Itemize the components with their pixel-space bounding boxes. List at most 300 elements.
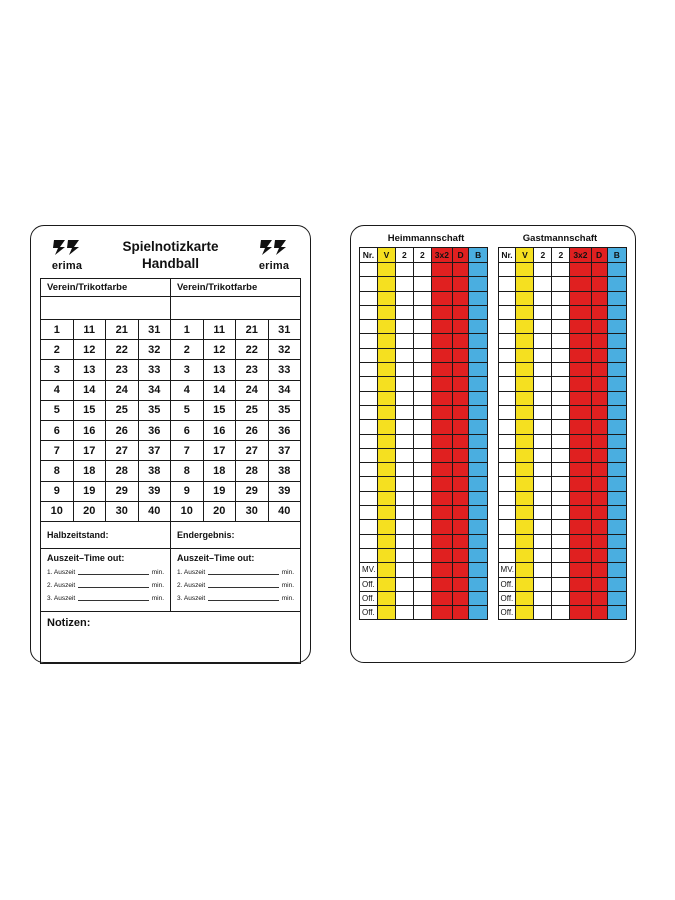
player-number-cell[interactable]: 2 bbox=[41, 340, 74, 360]
score-cell[interactable] bbox=[469, 391, 488, 405]
score-cell[interactable] bbox=[591, 334, 607, 348]
score-cell[interactable] bbox=[516, 334, 534, 348]
score-cell[interactable] bbox=[498, 377, 516, 391]
timeout-line[interactable] bbox=[177, 593, 294, 603]
score-cell[interactable] bbox=[516, 348, 534, 362]
score-cell[interactable] bbox=[552, 506, 570, 520]
score-cell[interactable] bbox=[431, 548, 452, 562]
score-cell[interactable] bbox=[607, 506, 626, 520]
score-cell[interactable] bbox=[534, 534, 552, 548]
score-cell[interactable] bbox=[552, 348, 570, 362]
timeout-write-line[interactable] bbox=[208, 593, 279, 601]
score-cell[interactable] bbox=[469, 277, 488, 291]
score-cell[interactable] bbox=[452, 277, 468, 291]
score-cell[interactable] bbox=[570, 320, 591, 334]
score-cell[interactable] bbox=[534, 291, 552, 305]
score-cell[interactable] bbox=[516, 548, 534, 562]
player-number-cell[interactable]: 37 bbox=[268, 441, 301, 461]
score-cell[interactable] bbox=[534, 363, 552, 377]
timeout-line[interactable] bbox=[177, 567, 294, 577]
score-cell[interactable] bbox=[591, 606, 607, 620]
score-cell[interactable] bbox=[360, 291, 378, 305]
player-number-cell[interactable]: 14 bbox=[73, 380, 106, 400]
score-cell[interactable] bbox=[377, 591, 395, 605]
score-cell[interactable] bbox=[591, 320, 607, 334]
score-cell[interactable] bbox=[498, 534, 516, 548]
score-cell[interactable] bbox=[377, 320, 395, 334]
score-cell[interactable] bbox=[377, 334, 395, 348]
player-number-cell[interactable]: 4 bbox=[171, 380, 204, 400]
score-cell[interactable] bbox=[413, 463, 431, 477]
score-cell[interactable] bbox=[431, 291, 452, 305]
player-number-cell[interactable]: 6 bbox=[41, 420, 74, 440]
score-cell[interactable] bbox=[591, 291, 607, 305]
score-cell[interactable] bbox=[607, 434, 626, 448]
score-cell[interactable] bbox=[469, 363, 488, 377]
score-cell[interactable] bbox=[498, 463, 516, 477]
score-cell[interactable] bbox=[377, 448, 395, 462]
score-cell[interactable] bbox=[591, 434, 607, 448]
score-cell[interactable] bbox=[552, 405, 570, 419]
score-cell[interactable] bbox=[395, 506, 413, 520]
score-cell[interactable] bbox=[591, 263, 607, 277]
player-number-cell[interactable]: 8 bbox=[41, 461, 74, 481]
score-cell[interactable] bbox=[607, 263, 626, 277]
score-cell[interactable] bbox=[377, 534, 395, 548]
score-cell[interactable] bbox=[534, 405, 552, 419]
score-cell[interactable] bbox=[607, 334, 626, 348]
score-cell[interactable] bbox=[570, 520, 591, 534]
score-cell[interactable] bbox=[498, 291, 516, 305]
score-cell[interactable] bbox=[413, 391, 431, 405]
player-number-cell[interactable]: 30 bbox=[106, 501, 139, 521]
score-cell[interactable] bbox=[552, 591, 570, 605]
score-cell[interactable] bbox=[395, 563, 413, 577]
player-number-cell[interactable]: 21 bbox=[236, 320, 269, 340]
score-cell[interactable] bbox=[591, 363, 607, 377]
player-number-cell[interactable]: 34 bbox=[268, 380, 301, 400]
score-cell[interactable] bbox=[552, 263, 570, 277]
score-cell[interactable] bbox=[607, 477, 626, 491]
score-cell[interactable] bbox=[607, 305, 626, 319]
score-cell[interactable] bbox=[452, 420, 468, 434]
score-cell[interactable] bbox=[591, 477, 607, 491]
score-cell[interactable] bbox=[395, 534, 413, 548]
score-cell[interactable] bbox=[431, 491, 452, 505]
score-cell[interactable] bbox=[395, 591, 413, 605]
team-name-input-left[interactable] bbox=[41, 297, 171, 320]
score-cell[interactable] bbox=[413, 577, 431, 591]
score-cell[interactable] bbox=[413, 606, 431, 620]
score-cell[interactable] bbox=[552, 277, 570, 291]
timeout-line[interactable] bbox=[47, 567, 164, 577]
score-cell[interactable] bbox=[413, 534, 431, 548]
score-cell[interactable] bbox=[395, 291, 413, 305]
score-cell[interactable] bbox=[591, 548, 607, 562]
score-cell[interactable] bbox=[395, 477, 413, 491]
player-number-cell[interactable]: 38 bbox=[138, 461, 171, 481]
player-number-cell[interactable]: 23 bbox=[106, 360, 139, 380]
score-cell[interactable] bbox=[516, 491, 534, 505]
score-cell[interactable] bbox=[516, 377, 534, 391]
score-cell[interactable] bbox=[377, 377, 395, 391]
score-cell[interactable] bbox=[570, 534, 591, 548]
score-cell[interactable] bbox=[360, 548, 378, 562]
score-cell[interactable] bbox=[360, 277, 378, 291]
score-cell[interactable] bbox=[591, 391, 607, 405]
score-cell[interactable] bbox=[516, 291, 534, 305]
score-cell[interactable] bbox=[377, 305, 395, 319]
score-cell[interactable] bbox=[413, 520, 431, 534]
score-cell[interactable] bbox=[377, 506, 395, 520]
score-cell[interactable] bbox=[452, 563, 468, 577]
score-cell[interactable] bbox=[360, 448, 378, 462]
score-cell[interactable] bbox=[469, 577, 488, 591]
score-cell[interactable] bbox=[516, 534, 534, 548]
player-number-cell[interactable]: 13 bbox=[73, 360, 106, 380]
player-number-cell[interactable]: 31 bbox=[138, 320, 171, 340]
score-cell[interactable] bbox=[377, 520, 395, 534]
player-number-cell[interactable]: 3 bbox=[41, 360, 74, 380]
player-number-cell[interactable]: 5 bbox=[41, 400, 74, 420]
score-cell[interactable] bbox=[452, 448, 468, 462]
player-number-cell[interactable]: 3 bbox=[171, 360, 204, 380]
score-cell[interactable] bbox=[570, 506, 591, 520]
score-cell[interactable] bbox=[516, 520, 534, 534]
score-cell[interactable] bbox=[516, 506, 534, 520]
score-cell[interactable] bbox=[498, 520, 516, 534]
score-cell[interactable] bbox=[452, 377, 468, 391]
score-cell[interactable] bbox=[360, 491, 378, 505]
score-cell[interactable] bbox=[591, 534, 607, 548]
score-cell[interactable] bbox=[534, 434, 552, 448]
score-cell[interactable] bbox=[452, 291, 468, 305]
score-cell[interactable] bbox=[570, 377, 591, 391]
player-number-cell[interactable]: 37 bbox=[138, 441, 171, 461]
score-cell[interactable] bbox=[534, 548, 552, 562]
score-cell[interactable] bbox=[607, 563, 626, 577]
score-cell[interactable] bbox=[534, 591, 552, 605]
score-cell[interactable] bbox=[570, 477, 591, 491]
score-cell[interactable] bbox=[377, 548, 395, 562]
score-cell[interactable] bbox=[395, 463, 413, 477]
score-cell[interactable] bbox=[516, 391, 534, 405]
score-cell[interactable] bbox=[552, 363, 570, 377]
player-number-cell[interactable]: 7 bbox=[41, 441, 74, 461]
score-cell[interactable] bbox=[552, 520, 570, 534]
score-cell[interactable] bbox=[516, 563, 534, 577]
score-cell[interactable] bbox=[377, 434, 395, 448]
player-number-cell[interactable]: 34 bbox=[138, 380, 171, 400]
player-number-cell[interactable]: 8 bbox=[171, 461, 204, 481]
player-number-cell[interactable]: 26 bbox=[106, 420, 139, 440]
score-cell[interactable] bbox=[534, 277, 552, 291]
score-cell[interactable] bbox=[607, 548, 626, 562]
score-cell[interactable] bbox=[570, 263, 591, 277]
score-cell[interactable] bbox=[469, 506, 488, 520]
player-number-cell[interactable]: 4 bbox=[41, 380, 74, 400]
player-number-cell[interactable]: 5 bbox=[171, 400, 204, 420]
score-cell[interactable] bbox=[452, 534, 468, 548]
score-cell[interactable] bbox=[516, 305, 534, 319]
score-cell[interactable] bbox=[516, 591, 534, 605]
player-number-cell[interactable]: 27 bbox=[106, 441, 139, 461]
score-cell[interactable] bbox=[498, 277, 516, 291]
score-cell[interactable] bbox=[591, 377, 607, 391]
timeout-line[interactable] bbox=[177, 580, 294, 590]
player-number-cell[interactable]: 29 bbox=[236, 481, 269, 501]
score-cell[interactable] bbox=[395, 577, 413, 591]
score-cell[interactable] bbox=[498, 334, 516, 348]
score-cell[interactable] bbox=[395, 391, 413, 405]
score-cell[interactable] bbox=[552, 463, 570, 477]
score-cell[interactable] bbox=[570, 463, 591, 477]
score-cell[interactable] bbox=[452, 434, 468, 448]
score-cell[interactable] bbox=[607, 420, 626, 434]
score-cell[interactable] bbox=[570, 577, 591, 591]
score-cell[interactable] bbox=[516, 277, 534, 291]
score-cell[interactable] bbox=[395, 448, 413, 462]
score-cell[interactable] bbox=[413, 305, 431, 319]
score-cell[interactable] bbox=[377, 363, 395, 377]
score-cell[interactable] bbox=[534, 320, 552, 334]
player-number-cell[interactable]: 7 bbox=[171, 441, 204, 461]
score-cell[interactable] bbox=[413, 377, 431, 391]
score-cell[interactable] bbox=[498, 348, 516, 362]
score-cell[interactable] bbox=[516, 405, 534, 419]
score-cell[interactable] bbox=[498, 506, 516, 520]
player-number-cell[interactable]: 2 bbox=[171, 340, 204, 360]
score-cell[interactable] bbox=[452, 348, 468, 362]
score-cell[interactable] bbox=[413, 334, 431, 348]
notes-field[interactable]: Notizen: bbox=[41, 611, 301, 663]
score-cell[interactable] bbox=[534, 520, 552, 534]
score-cell[interactable] bbox=[413, 363, 431, 377]
player-number-cell[interactable]: 19 bbox=[203, 481, 236, 501]
player-number-cell[interactable]: 17 bbox=[203, 441, 236, 461]
score-cell[interactable] bbox=[452, 520, 468, 534]
score-cell[interactable] bbox=[395, 320, 413, 334]
player-number-cell[interactable]: 33 bbox=[138, 360, 171, 380]
player-number-cell[interactable]: 18 bbox=[203, 461, 236, 481]
score-cell[interactable] bbox=[591, 277, 607, 291]
timeout-write-line[interactable] bbox=[208, 580, 279, 588]
player-number-cell[interactable]: 10 bbox=[41, 501, 74, 521]
score-cell[interactable] bbox=[360, 420, 378, 434]
score-cell[interactable] bbox=[413, 506, 431, 520]
score-cell[interactable] bbox=[469, 606, 488, 620]
score-cell[interactable] bbox=[452, 334, 468, 348]
score-cell[interactable] bbox=[534, 334, 552, 348]
score-cell[interactable] bbox=[469, 491, 488, 505]
score-cell[interactable] bbox=[452, 491, 468, 505]
score-cell[interactable] bbox=[534, 448, 552, 462]
score-cell[interactable] bbox=[431, 377, 452, 391]
player-number-cell[interactable]: 35 bbox=[138, 400, 171, 420]
score-cell[interactable] bbox=[431, 477, 452, 491]
score-cell[interactable] bbox=[431, 577, 452, 591]
score-cell[interactable] bbox=[431, 263, 452, 277]
score-cell[interactable] bbox=[570, 420, 591, 434]
score-cell[interactable] bbox=[469, 348, 488, 362]
score-cell[interactable] bbox=[552, 377, 570, 391]
score-cell[interactable] bbox=[377, 477, 395, 491]
player-number-cell[interactable]: 12 bbox=[203, 340, 236, 360]
halftime-score-field[interactable]: Halbzeitstand: bbox=[41, 521, 171, 548]
score-cell[interactable] bbox=[413, 591, 431, 605]
score-cell[interactable] bbox=[591, 520, 607, 534]
player-number-cell[interactable]: 23 bbox=[236, 360, 269, 380]
player-number-cell[interactable]: 9 bbox=[171, 481, 204, 501]
player-number-cell[interactable]: 28 bbox=[106, 461, 139, 481]
score-cell[interactable] bbox=[469, 448, 488, 462]
player-number-cell[interactable]: 9 bbox=[41, 481, 74, 501]
score-cell[interactable] bbox=[395, 548, 413, 562]
score-cell[interactable] bbox=[498, 305, 516, 319]
score-cell[interactable] bbox=[413, 448, 431, 462]
timeout-write-line[interactable] bbox=[78, 580, 149, 588]
score-cell[interactable] bbox=[552, 391, 570, 405]
player-number-cell[interactable]: 10 bbox=[171, 501, 204, 521]
score-cell[interactable] bbox=[469, 377, 488, 391]
score-cell[interactable] bbox=[360, 463, 378, 477]
score-cell[interactable] bbox=[591, 591, 607, 605]
player-number-cell[interactable]: 22 bbox=[106, 340, 139, 360]
score-cell[interactable] bbox=[360, 363, 378, 377]
score-cell[interactable] bbox=[591, 563, 607, 577]
score-cell[interactable] bbox=[469, 420, 488, 434]
player-number-cell[interactable]: 13 bbox=[203, 360, 236, 380]
score-cell[interactable] bbox=[395, 434, 413, 448]
score-cell[interactable] bbox=[570, 363, 591, 377]
score-cell[interactable] bbox=[570, 305, 591, 319]
score-cell[interactable] bbox=[516, 577, 534, 591]
score-cell[interactable] bbox=[591, 405, 607, 419]
player-number-cell[interactable]: 26 bbox=[236, 420, 269, 440]
score-cell[interactable] bbox=[413, 263, 431, 277]
score-cell[interactable] bbox=[431, 506, 452, 520]
score-cell[interactable] bbox=[395, 263, 413, 277]
score-cell[interactable] bbox=[591, 577, 607, 591]
player-number-cell[interactable]: 16 bbox=[203, 420, 236, 440]
score-cell[interactable] bbox=[431, 563, 452, 577]
score-cell[interactable] bbox=[452, 548, 468, 562]
score-cell[interactable] bbox=[377, 577, 395, 591]
score-cell[interactable] bbox=[591, 491, 607, 505]
player-number-cell[interactable]: 25 bbox=[106, 400, 139, 420]
score-cell[interactable] bbox=[360, 506, 378, 520]
score-cell[interactable] bbox=[413, 420, 431, 434]
score-cell[interactable] bbox=[534, 348, 552, 362]
score-cell[interactable] bbox=[377, 606, 395, 620]
score-cell[interactable] bbox=[469, 291, 488, 305]
player-number-cell[interactable]: 12 bbox=[73, 340, 106, 360]
timeout-line[interactable] bbox=[47, 593, 164, 603]
player-number-cell[interactable]: 1 bbox=[41, 320, 74, 340]
score-cell[interactable] bbox=[452, 477, 468, 491]
player-number-cell[interactable]: 33 bbox=[268, 360, 301, 380]
score-cell[interactable] bbox=[607, 448, 626, 462]
score-cell[interactable] bbox=[431, 463, 452, 477]
score-cell[interactable] bbox=[552, 534, 570, 548]
score-cell[interactable] bbox=[377, 420, 395, 434]
score-cell[interactable] bbox=[452, 506, 468, 520]
score-cell[interactable] bbox=[360, 348, 378, 362]
player-number-cell[interactable]: 20 bbox=[73, 501, 106, 521]
score-cell[interactable] bbox=[377, 277, 395, 291]
score-cell[interactable] bbox=[431, 534, 452, 548]
player-number-cell[interactable]: 36 bbox=[268, 420, 301, 440]
score-cell[interactable] bbox=[469, 563, 488, 577]
timeout-write-line[interactable] bbox=[78, 567, 149, 575]
score-cell[interactable] bbox=[431, 591, 452, 605]
score-cell[interactable] bbox=[431, 420, 452, 434]
score-cell[interactable] bbox=[607, 577, 626, 591]
score-cell[interactable] bbox=[498, 391, 516, 405]
score-cell[interactable] bbox=[534, 420, 552, 434]
score-cell[interactable] bbox=[431, 606, 452, 620]
score-cell[interactable] bbox=[395, 348, 413, 362]
score-cell[interactable] bbox=[360, 520, 378, 534]
footer-row-label[interactable]: Off. bbox=[360, 591, 378, 605]
player-number-cell[interactable]: 30 bbox=[236, 501, 269, 521]
player-number-cell[interactable]: 22 bbox=[236, 340, 269, 360]
score-cell[interactable] bbox=[516, 263, 534, 277]
player-number-cell[interactable]: 15 bbox=[73, 400, 106, 420]
player-number-cell[interactable]: 19 bbox=[73, 481, 106, 501]
player-number-cell[interactable]: 20 bbox=[203, 501, 236, 521]
player-number-cell[interactable]: 39 bbox=[138, 481, 171, 501]
score-cell[interactable] bbox=[452, 263, 468, 277]
score-cell[interactable] bbox=[552, 420, 570, 434]
score-cell[interactable] bbox=[607, 534, 626, 548]
player-number-cell[interactable]: 31 bbox=[268, 320, 301, 340]
player-number-cell[interactable]: 28 bbox=[236, 461, 269, 481]
score-cell[interactable] bbox=[431, 277, 452, 291]
player-number-cell[interactable]: 6 bbox=[171, 420, 204, 440]
footer-row-label[interactable]: Off. bbox=[360, 606, 378, 620]
score-cell[interactable] bbox=[534, 606, 552, 620]
score-cell[interactable] bbox=[413, 477, 431, 491]
score-cell[interactable] bbox=[534, 477, 552, 491]
player-number-cell[interactable]: 18 bbox=[73, 461, 106, 481]
score-cell[interactable] bbox=[607, 405, 626, 419]
score-cell[interactable] bbox=[516, 606, 534, 620]
score-cell[interactable] bbox=[498, 263, 516, 277]
score-cell[interactable] bbox=[552, 606, 570, 620]
timeout-write-line[interactable] bbox=[208, 567, 279, 575]
footer-row-label[interactable]: Off. bbox=[498, 606, 516, 620]
score-cell[interactable] bbox=[498, 548, 516, 562]
score-cell[interactable] bbox=[516, 434, 534, 448]
score-cell[interactable] bbox=[534, 391, 552, 405]
score-cell[interactable] bbox=[607, 463, 626, 477]
score-cell[interactable] bbox=[469, 305, 488, 319]
score-cell[interactable] bbox=[395, 491, 413, 505]
score-cell[interactable] bbox=[413, 320, 431, 334]
score-cell[interactable] bbox=[607, 277, 626, 291]
score-cell[interactable] bbox=[469, 477, 488, 491]
footer-row-label[interactable]: Off. bbox=[498, 577, 516, 591]
score-cell[interactable] bbox=[498, 491, 516, 505]
score-cell[interactable] bbox=[431, 520, 452, 534]
player-number-cell[interactable]: 17 bbox=[73, 441, 106, 461]
score-cell[interactable] bbox=[431, 434, 452, 448]
score-cell[interactable] bbox=[570, 591, 591, 605]
score-cell[interactable] bbox=[377, 491, 395, 505]
score-cell[interactable] bbox=[498, 405, 516, 419]
score-cell[interactable] bbox=[469, 591, 488, 605]
